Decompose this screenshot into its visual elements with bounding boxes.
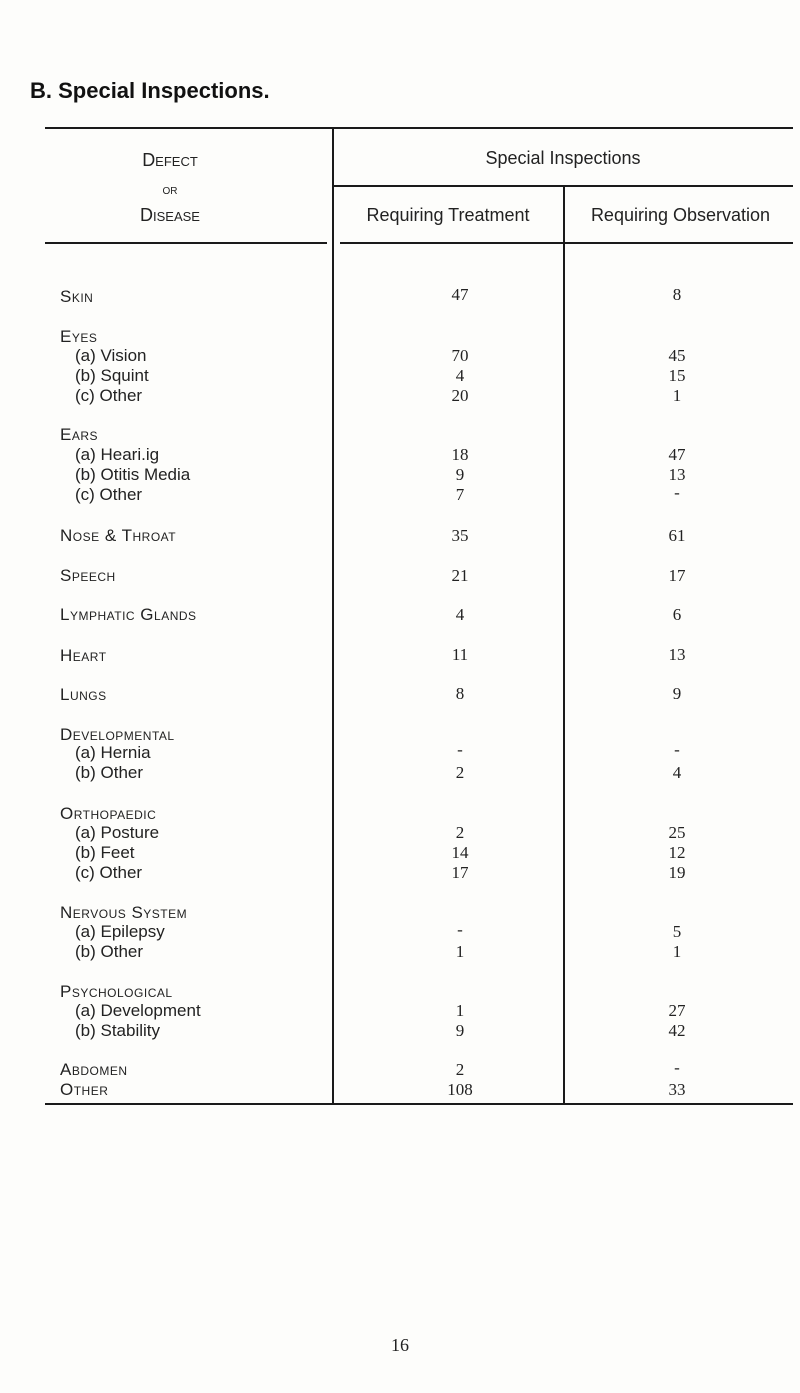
row-label-nose-throat: Nose & Throat xyxy=(60,526,177,545)
treatment-value: - xyxy=(457,740,463,759)
observation-value: 15 xyxy=(668,366,686,385)
table-top-rule xyxy=(45,127,793,129)
treatment-value: 47 xyxy=(451,285,469,304)
treatment-value: 108 xyxy=(447,1080,473,1099)
observation-value: 13 xyxy=(668,465,686,484)
treatment-value: 4 xyxy=(455,366,465,385)
table-bottom-rule xyxy=(45,1103,793,1105)
treatment-value: 35 xyxy=(451,526,469,545)
row-label-abdomen: Abdomen xyxy=(60,1060,128,1079)
row-label-ears-other: (c) Other xyxy=(75,485,143,504)
row-label-nervous-epilepsy: (a) Epilepsy xyxy=(75,922,165,941)
header-or: or xyxy=(162,181,178,197)
treatment-value: 70 xyxy=(451,346,469,365)
observation-value: 5 xyxy=(672,922,682,941)
observation-value: 27 xyxy=(668,1001,686,1020)
treatment-value: 2 xyxy=(455,763,465,782)
row-label-eyes: Eyes xyxy=(60,327,98,346)
header-bottom-rule-right xyxy=(340,242,793,244)
row-label-developmental-hernia: (a) Hernia xyxy=(75,743,151,762)
observation-value: - xyxy=(674,483,680,502)
column-divider-left xyxy=(332,128,334,1103)
observation-value: 1 xyxy=(672,386,682,405)
treatment-value: 14 xyxy=(451,843,469,862)
treatment-value: 20 xyxy=(451,386,469,405)
row-label-orthopaedic-other: (c) Other xyxy=(75,863,143,882)
header-requiring-treatment: Requiring Treatment xyxy=(366,205,530,225)
treatment-value: 7 xyxy=(455,485,465,504)
observation-value: 13 xyxy=(668,645,686,664)
observation-value: 25 xyxy=(668,823,686,842)
row-label-orthopaedic-feet: (b) Feet xyxy=(75,843,135,862)
row-label-nervous-other: (b) Other xyxy=(75,942,144,961)
header-defect: Defect xyxy=(142,150,198,170)
row-label-eyes-squint: (b) Squint xyxy=(75,366,149,385)
row-label-ears-otitis-media: (b) Otitis Media xyxy=(75,465,191,484)
treatment-value: 2 xyxy=(455,823,465,842)
header-bottom-rule-left xyxy=(45,242,327,244)
observation-value: 9 xyxy=(672,684,682,703)
row-label-ears: Ears xyxy=(60,425,99,444)
treatment-value: 2 xyxy=(455,1060,465,1079)
treatment-value: 1 xyxy=(455,942,465,961)
row-label-eyes-vision: (a) Vision xyxy=(75,346,147,365)
row-label-psychological-development: (a) Development xyxy=(75,1001,201,1020)
row-label-heart: Heart xyxy=(60,646,107,665)
row-label-ears-hearing: (a) Heari.ig xyxy=(75,445,160,464)
treatment-value: 9 xyxy=(455,465,465,484)
treatment-value: 17 xyxy=(451,863,469,882)
row-label-skin: Skin xyxy=(60,287,94,306)
treatment-value: 4 xyxy=(455,605,465,624)
header-requiring-observation: Requiring Observation xyxy=(590,205,771,225)
header-disease: Disease xyxy=(140,205,200,225)
treatment-value: - xyxy=(457,920,463,939)
page-number: 16 xyxy=(391,1335,409,1355)
row-label-developmental-other: (b) Other xyxy=(75,763,144,782)
row-label-developmental: Developmental xyxy=(60,725,175,744)
observation-value: 19 xyxy=(668,863,686,882)
observation-value: 6 xyxy=(672,605,682,624)
observation-value: 4 xyxy=(672,763,682,782)
column-divider-right xyxy=(563,186,565,1103)
treatment-value: 1 xyxy=(455,1001,465,1020)
row-label-orthopaedic-posture: (a) Posture xyxy=(75,823,160,842)
row-label-lymphatic-glands: Lymphatic Glands xyxy=(60,605,197,624)
observation-value: - xyxy=(674,1058,680,1077)
header-special-inspections: Special Inspections xyxy=(485,148,641,168)
observation-value: 12 xyxy=(668,843,686,862)
treatment-value: 21 xyxy=(451,566,469,585)
page-title: B. Special Inspections. xyxy=(30,78,270,103)
observation-value: 1 xyxy=(672,942,682,961)
observation-value: 47 xyxy=(668,445,686,464)
observation-value: 61 xyxy=(668,526,686,545)
row-label-psychological: Psychological xyxy=(60,982,173,1001)
row-label-speech: Speech xyxy=(60,566,116,585)
observation-value: 8 xyxy=(672,285,682,304)
treatment-value: 18 xyxy=(451,445,469,464)
row-label-orthopaedic: Orthopaedic xyxy=(60,804,157,823)
row-label-lungs: Lungs xyxy=(60,685,107,704)
row-label-psychological-stability: (b) Stability xyxy=(75,1021,161,1040)
treatment-value: 9 xyxy=(455,1021,465,1040)
observation-value: - xyxy=(674,740,680,759)
treatment-value: 8 xyxy=(455,684,465,703)
row-label-nervous-system: Nervous System xyxy=(60,903,188,922)
observation-value: 33 xyxy=(668,1080,686,1099)
treatment-value: 11 xyxy=(451,645,469,664)
row-label-other: Other xyxy=(60,1080,109,1099)
row-label-eyes-other: (c) Other xyxy=(75,386,143,405)
observation-value: 42 xyxy=(668,1021,686,1040)
observation-value: 17 xyxy=(668,566,686,585)
observation-value: 45 xyxy=(668,346,686,365)
